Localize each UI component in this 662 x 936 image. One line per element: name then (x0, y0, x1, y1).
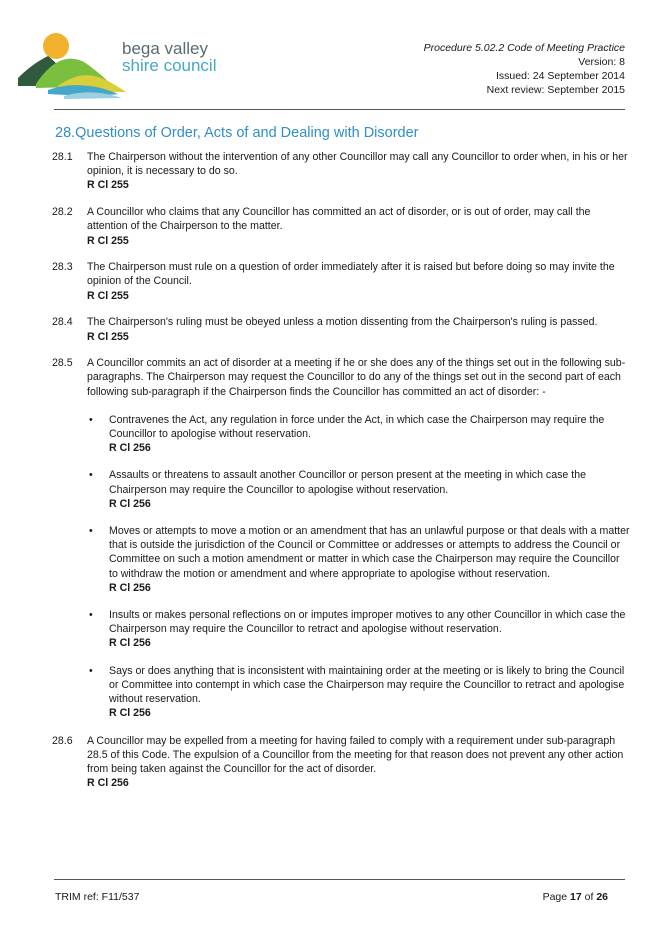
logo-line-1: bega valley (122, 39, 209, 58)
list-item-text: Contravenes the Act, any regulation in force under the Act, in which case the Chairperson may require the Councillor to apologise without reservation. (109, 413, 605, 441)
page-total: 26 (596, 891, 608, 903)
logo-wordmark (122, 40, 217, 74)
hills-logo-icon (18, 26, 128, 100)
section-heading: 28.Questions of Order, Acts of and Dealing with Disorder (55, 125, 419, 141)
clause-28-2 (52, 205, 630, 248)
procedure-title: Procedure 5.02.2 Code of Meeting Practice (423, 42, 625, 54)
clause-28-4 (52, 315, 630, 343)
list-item-reference: R Cl 256 (109, 581, 151, 594)
bullet-icon: • (89, 469, 93, 482)
bullet-icon: • (89, 609, 93, 622)
version-label: Version: 8 (578, 56, 625, 68)
clause-reference: R Cl 255 (87, 179, 129, 192)
clause-text: The Chairperson must rule on a question of order immediately after it is raised but before doing so may invite the opinion of the Council. (87, 261, 615, 288)
next-review-date: Next review: September 2015 (486, 84, 625, 96)
clause-text: A Councillor may be expelled from a meeting for having failed to comply with a requirement under sub-paragraph 28.5 of this Code. The expulsion of a Councillor from the meeting for that reason does not prevent any other action from being taken against the Councillor for the act of disorder. (87, 734, 624, 775)
list-item-reference: R Cl 256 (109, 497, 151, 510)
document-meta (424, 41, 625, 97)
list-item (87, 524, 630, 595)
clause-text: The Chairperson without the intervention of any other Councillor may call any Councillor to order when, in his or her opinion, it is necessary to do so. (87, 151, 628, 178)
clause-reference: R Cl 255 (87, 234, 129, 247)
footer-divider (54, 879, 625, 880)
clause-text: The Chairperson's ruling must be obeyed unless a motion dissenting from the Chairperson's ruling is passed. (87, 316, 598, 329)
list-item-text: Insults or makes personal reflections on or imputes improper motives to any other Councillor in which case the Chairperson may require the Councillor to retract and apologise without reservation. (109, 609, 626, 636)
list-item-text: Says or does anything that is inconsistent with maintaining order at the meeting or is likely to bring the Council or Committee into contempt in which case the Chairperson may require the Councillor to retract and apologise without reservation. (109, 664, 625, 706)
page-separator: of (581, 891, 597, 903)
bullet-icon: • (89, 525, 93, 538)
page-prefix: Page (542, 891, 571, 903)
list-item (87, 608, 630, 651)
clause-number: 28.2 (52, 206, 73, 219)
logo-line-2: shire council (122, 56, 217, 75)
clause-number: 28.5 (52, 357, 73, 370)
clause-28-6 (52, 734, 630, 791)
issued-date: Issued: 24 September 2014 (495, 70, 625, 82)
list-item-reference: R Cl 256 (109, 442, 151, 455)
clause-number: 28.3 (52, 261, 73, 274)
clause-28-5 (52, 356, 630, 720)
bullet-icon: • (89, 664, 93, 677)
clause-number: 28.6 (52, 734, 73, 747)
list-item-reference: R Cl 256 (109, 637, 151, 650)
page-current: 17 (570, 891, 582, 903)
list-item (87, 468, 630, 511)
clause-number: 28.4 (52, 316, 73, 329)
list-item-reference: R Cl 256 (109, 707, 151, 720)
clause-number: 28.1 (52, 151, 73, 163)
clause-reference: R Cl 256 (87, 777, 129, 790)
list-item (87, 664, 630, 721)
trim-reference: TRIM ref: F11/537 (55, 891, 140, 903)
section-content (52, 150, 630, 803)
list-item-text: Assaults or threatens to assault another Councillor or person present at the meeting in which case the Chairperson may require the Councillor to apologise without reservation. (109, 469, 586, 496)
clause-28-3 (52, 260, 630, 303)
clause-text: A Councillor who claims that any Councillor has committed an act of disorder, or is out of order, may call the attention of the Chairperson to the matter. (87, 206, 591, 233)
clause-text: A Councillor commits an act of disorder at a meeting if he or she does any of the things set out in the following sub-paragraphs. The Chairperson may request the Councillor to do any of the things set out in the second part of each following sub-paragraph if the Chairperson finds the Councillor has committed an act of disorder: - (87, 357, 626, 398)
council-logo (18, 26, 238, 100)
disorder-list (87, 413, 630, 721)
clause-reference: R Cl 255 (87, 289, 129, 302)
list-item (87, 413, 630, 456)
header-divider (54, 109, 625, 110)
clause-reference: R Cl 255 (87, 330, 129, 343)
bullet-icon: • (89, 413, 93, 426)
page-number (543, 891, 608, 903)
list-item-text: Moves or attempts to move a motion or an amendment that has an unlawful purpose or that deals with a matter that is outside the jurisdiction of the Council or Committee or addresses or attempts to address the Council or Committee on such a motion amendment or matter in which case the Chairperson may require the Councillor to withdraw the motion or amendment and where appropriate to apologise without reservation. (109, 525, 630, 580)
clause-28-1 (52, 150, 630, 193)
